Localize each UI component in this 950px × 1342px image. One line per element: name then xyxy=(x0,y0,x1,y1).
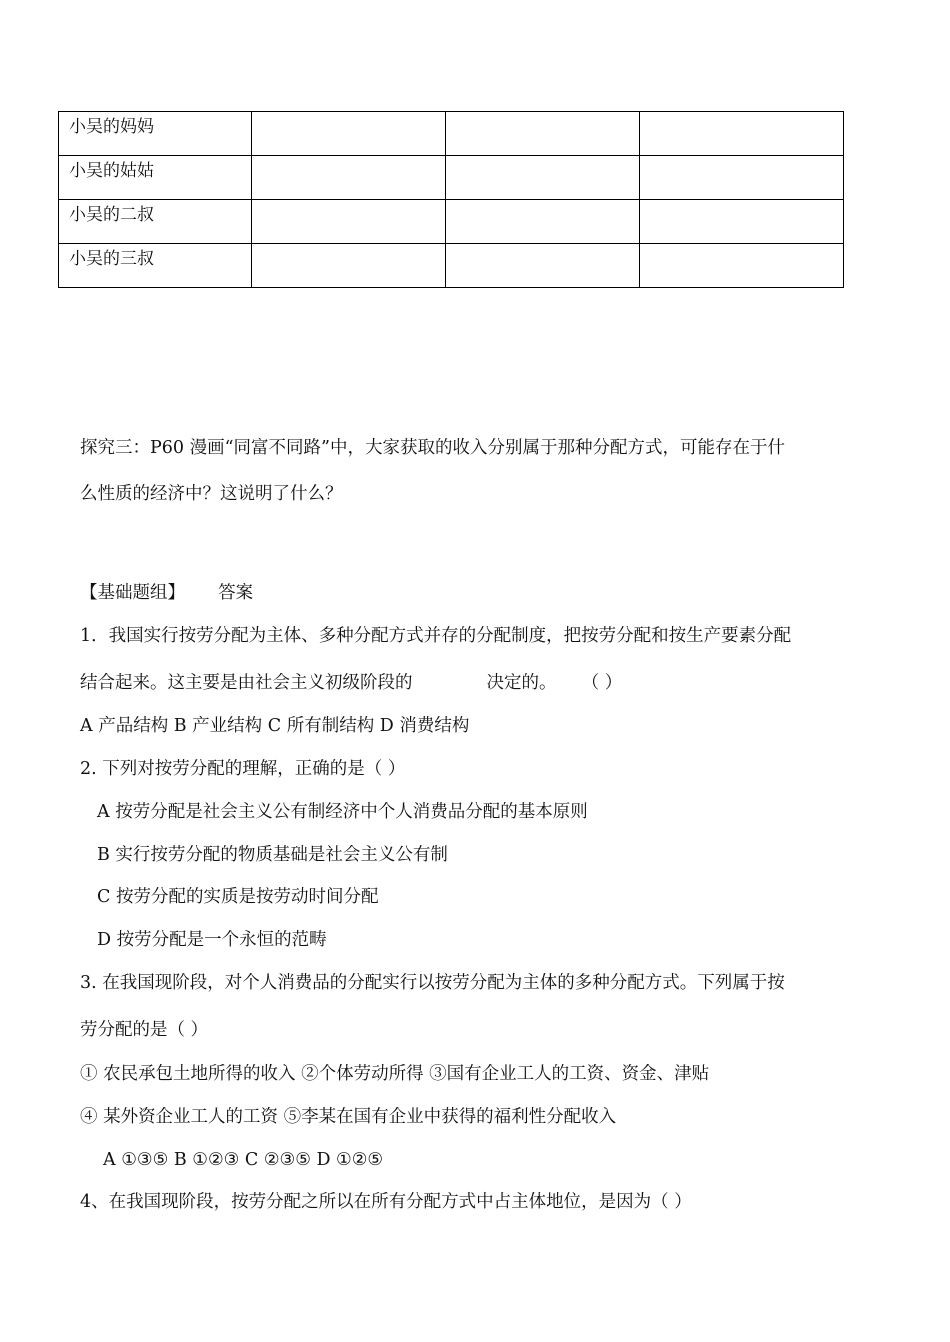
q2-option-d: D 按劳分配是一个永恒的范畴 xyxy=(97,930,327,950)
blank-cell xyxy=(446,200,640,244)
table-row xyxy=(59,112,844,156)
q4-stem: 4、在我国现阶段，按劳分配之所以在所有分配方式中占主体地位，是因为（ ） xyxy=(80,1192,692,1212)
table-row xyxy=(59,200,844,244)
q1-stem-part-b: 决定的。 xyxy=(486,673,557,693)
blank-cell xyxy=(640,244,844,288)
blank-cell xyxy=(252,244,446,288)
q2-option-b: B 实行按劳分配的物质基础是社会主义公有制 xyxy=(97,845,448,865)
answer-label: 答案 xyxy=(218,583,254,603)
section-heading xyxy=(80,581,253,605)
blank-cell xyxy=(252,156,446,200)
row-label: 小吴的三叔 xyxy=(59,244,252,288)
basic-group-title: 【基础题组】 xyxy=(80,583,185,603)
row-label: 小吴的妈妈 xyxy=(59,112,252,156)
table-row xyxy=(59,244,844,288)
q1-stem-part-a: 结合起来。这主要是由社会主义初级阶段的 xyxy=(80,673,413,693)
q3-stem-line1: 3. 在我国现阶段，对个人消费品的分配实行以按劳分配为主体的多种分配方式。下列属于按 xyxy=(80,973,785,993)
blank-cell xyxy=(640,156,844,200)
table-row xyxy=(59,156,844,200)
relatives-table xyxy=(58,111,844,288)
q2-option-c: C 按劳分配的实质是按劳动时间分配 xyxy=(97,887,379,907)
blank-cell xyxy=(252,112,446,156)
q2-stem: 2. 下列对按劳分配的理解，正确的是（ ） xyxy=(80,759,406,779)
q3-stem-line2: 劳分配的是（ ） xyxy=(80,1020,209,1040)
q1-stem-line2 xyxy=(80,671,622,695)
blank-cell xyxy=(640,112,844,156)
row-label: 小吴的二叔 xyxy=(59,200,252,244)
blank-cell xyxy=(446,112,640,156)
row-label: 小吴的姑姑 xyxy=(59,156,252,200)
explore3-line2: 么性质的经济中？这说明了什么？ xyxy=(80,484,343,504)
blank-cell xyxy=(252,200,446,244)
blank-cell xyxy=(640,200,844,244)
q1-answer-paren: （ ） xyxy=(581,673,623,693)
q1-stem-line1: 1．我国实行按劳分配为主体、多种分配方式并存的分配制度，把按劳分配和按生产要素分配 xyxy=(80,626,792,646)
q1-options: A 产品结构 B 产业结构 C 所有制结构 D 消费结构 xyxy=(80,716,470,736)
q3-items-line1: ① 农民承包土地所得的收入 ②个体劳动所得 ③国有企业工人的工资、资金、津贴 xyxy=(80,1064,710,1084)
q2-option-a: A 按劳分配是社会主义公有制经济中个人消费品分配的基本原则 xyxy=(97,802,588,822)
explore3-line1: 探究三：P60 漫画“同富不同路”中，大家获取的收入分别属于那种分配方式，可能存在于什 xyxy=(80,438,785,458)
q3-items-line2: ④ 某外资企业工人的工资 ⑤李某在国有企业中获得的福利性分配收入 xyxy=(80,1107,617,1127)
blank-cell xyxy=(446,244,640,288)
blank-cell xyxy=(446,156,640,200)
q3-options: A ①③⑤ B ①②③ C ②③⑤ D ①②⑤ xyxy=(103,1150,384,1170)
